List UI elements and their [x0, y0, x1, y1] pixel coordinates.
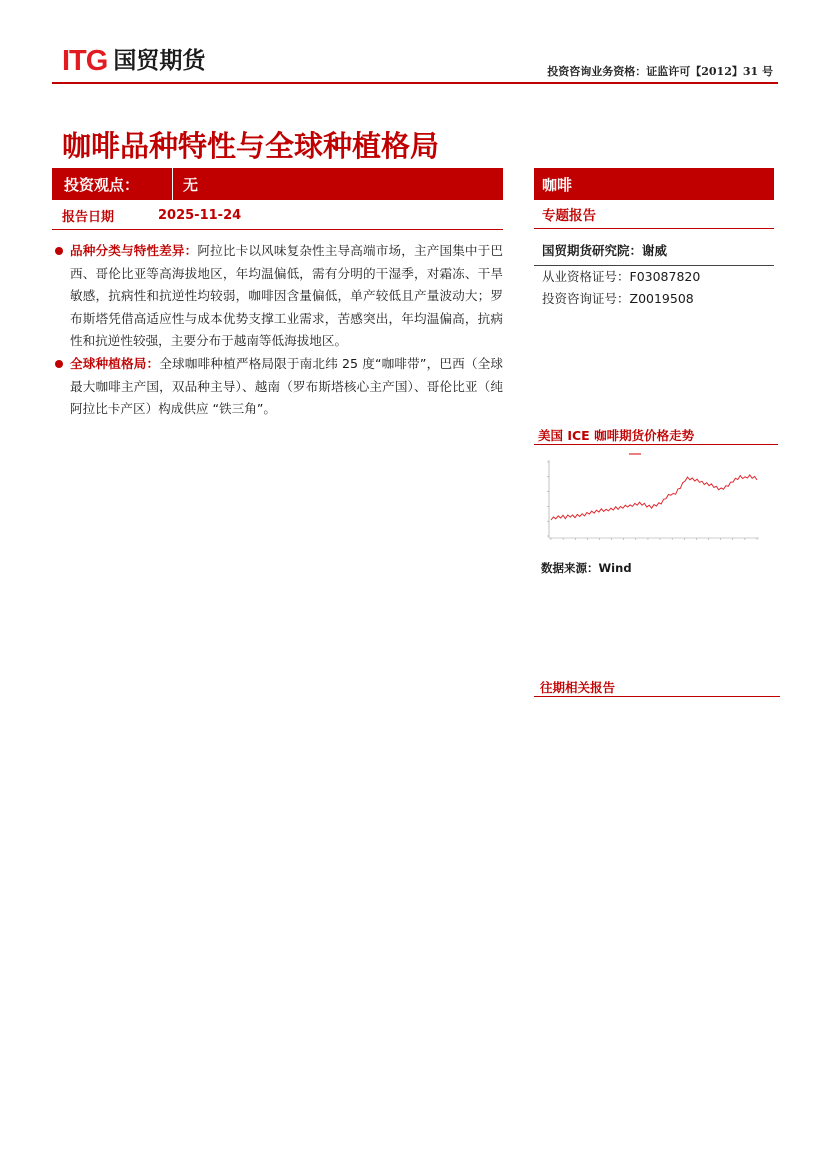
report-title: 咖啡品种特性与全球种植格局	[62, 129, 440, 163]
coffee-price-chart	[537, 448, 765, 558]
key-point-heading: 全球种植格局：	[70, 355, 160, 371]
bullet-icon	[55, 247, 63, 255]
report-date-row	[52, 201, 503, 230]
key-point	[52, 353, 503, 421]
viewpoint-bar	[52, 168, 503, 200]
key-point-text: 阿拉比卡以风味复杂性主导高端市场，主产国集中于巴西、哥伦比亚等高海拔地区，年均温偏低，需有分明的干湿季，对霜冻、干旱敏感，抗病性和抗逆性均较弱，咖啡因含量偏低，单产较低且产量波动大；罗布斯塔凭借高适应性与成本优势支撑工业需求，苦感突出，年均温偏高，抗病性和抗逆性较强，主要分布于越南等低海拔地区。	[70, 243, 504, 349]
company-logo	[62, 47, 205, 76]
related-reports-title: 往期相关报告	[534, 678, 780, 697]
viewpoint-separator	[172, 168, 173, 200]
category-bar: 咖啡	[534, 168, 774, 200]
price-series-line	[551, 475, 757, 520]
header-divider	[52, 82, 778, 84]
key-point-text: 全球咖啡种植严格局限于南北纬 25 度“咖啡带”，巴西（全球最大咖啡主产国，双品种主导）、越南（罗布斯塔核心主产国）、哥伦比亚（纯阿拉比卡产区）构成供应 “铁三角”。	[70, 355, 503, 417]
logo-text: 国贸期货	[113, 48, 206, 74]
chart-section-title: 美国 ICE 咖啡期货价格走势	[534, 426, 778, 445]
viewpoint-value: 无	[183, 175, 199, 194]
chart-svg	[537, 448, 765, 558]
report-type: 专题报告	[534, 200, 774, 229]
key-point	[52, 240, 503, 353]
consult-number: 投资咨询证号：Z0019508	[542, 291, 694, 306]
qualification-number: 从业资格证号：F03087820	[542, 269, 701, 284]
key-points	[52, 240, 503, 421]
chart-source: 数据来源：Wind	[541, 561, 632, 575]
report-date-label: 报告日期	[62, 209, 115, 225]
viewpoint-label: 投资观点：	[64, 175, 140, 194]
report-date-value: 2025-11-24	[158, 207, 242, 223]
sidebar	[534, 168, 774, 310]
bullet-icon	[55, 360, 63, 368]
institute-author: 国贸期货研究院：谢威	[534, 229, 774, 266]
header-qualification: 投资咨询业务资格：证监许可【2012】31 号	[547, 65, 773, 78]
key-point-heading: 品种分类与特性差异：	[70, 243, 198, 258]
logo-mark: ITG	[62, 45, 108, 77]
